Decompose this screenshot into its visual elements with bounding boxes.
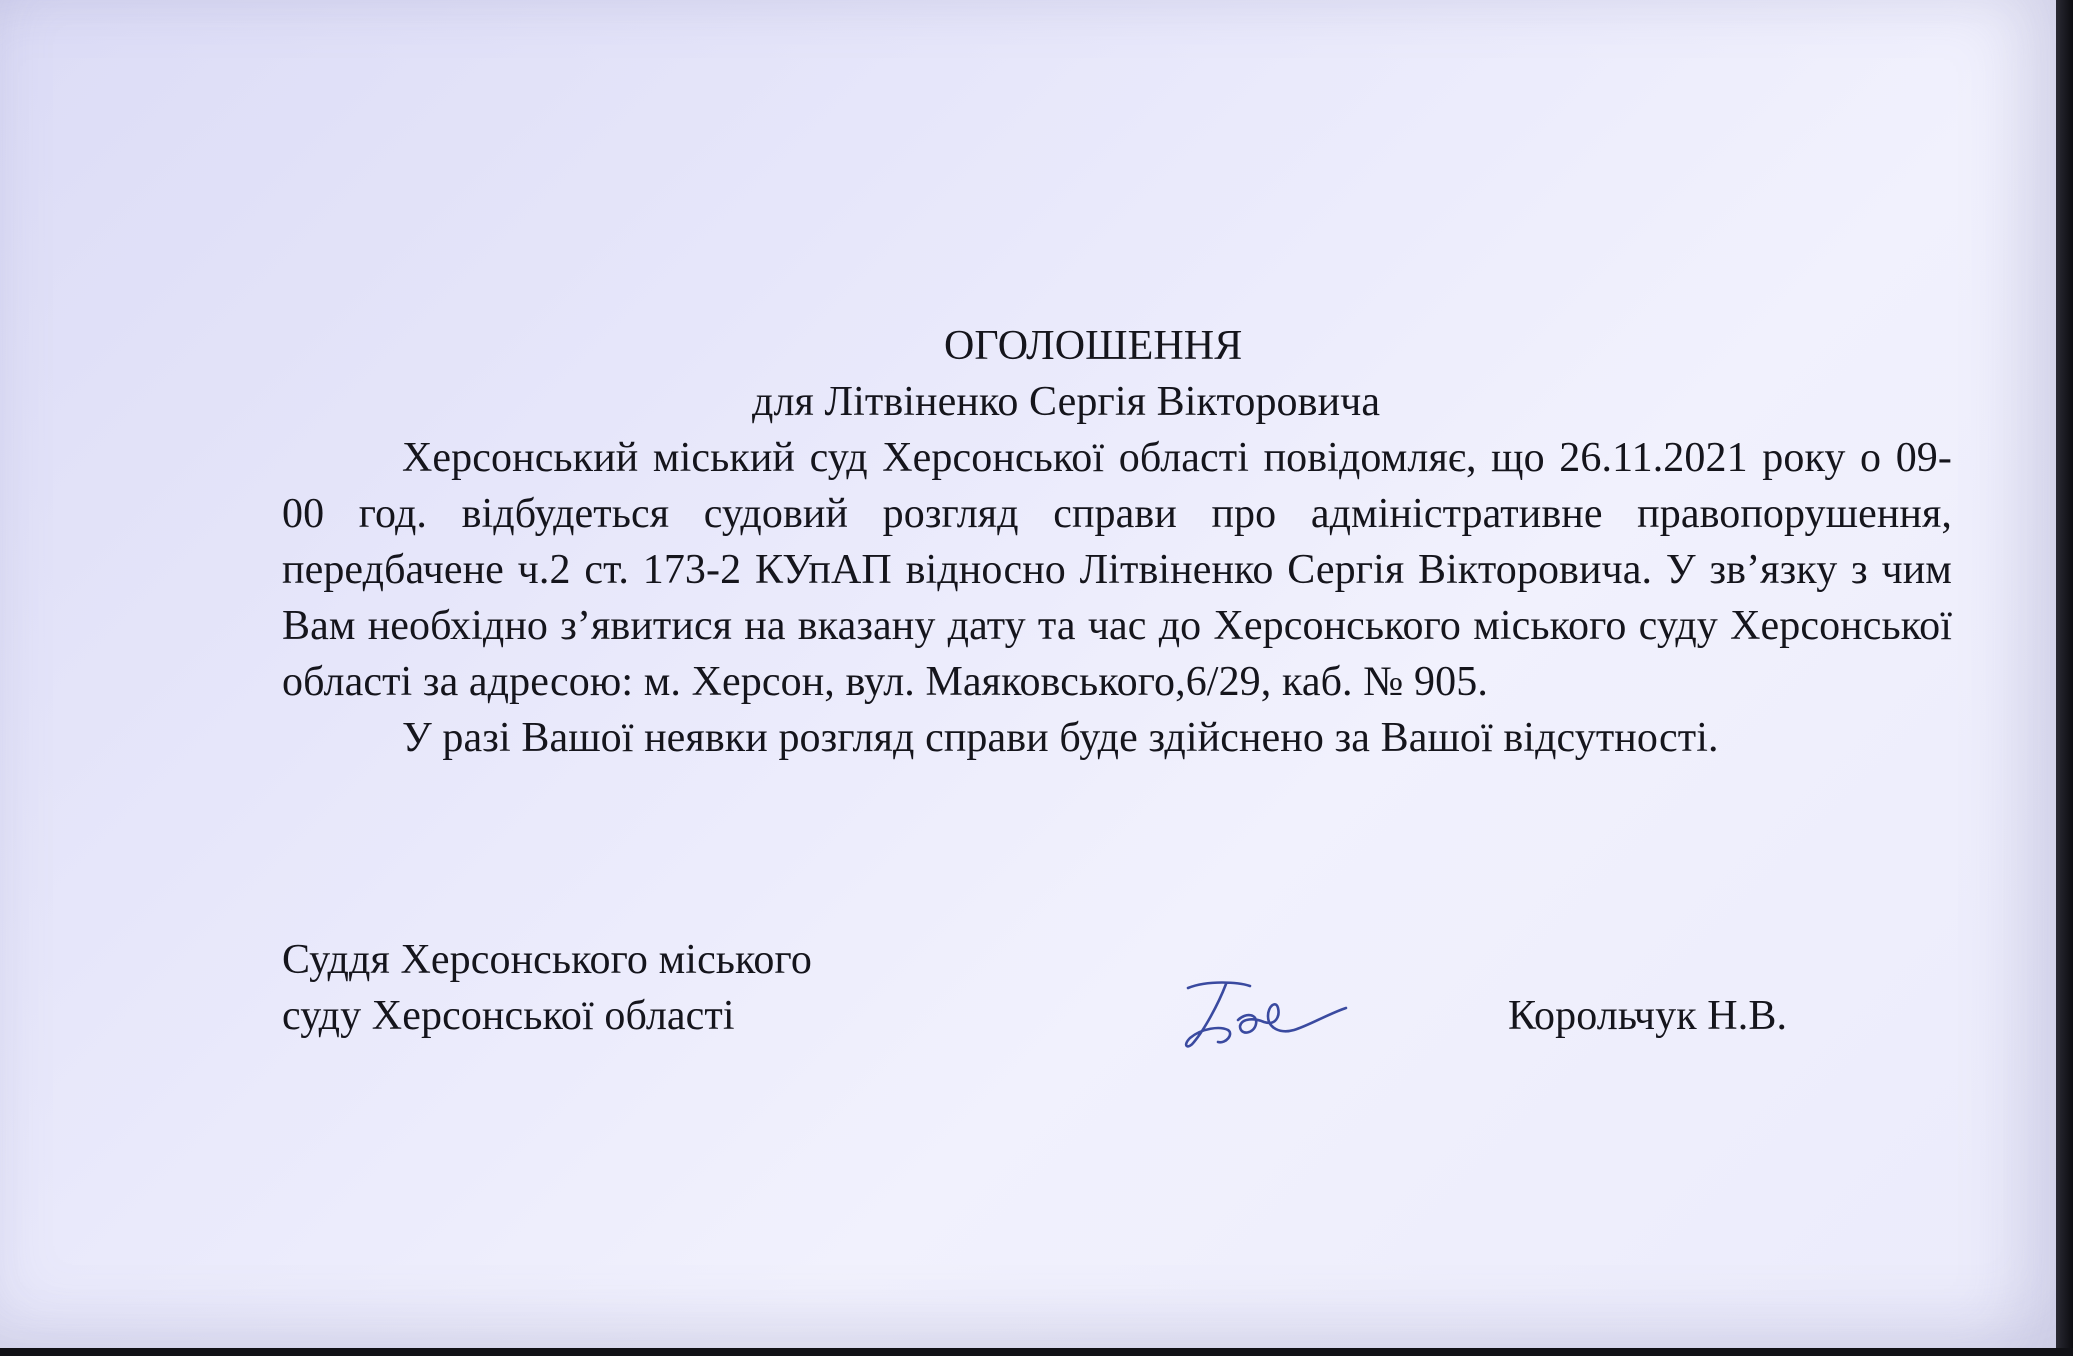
signatory-position-line: суду Херсонської області [282, 993, 735, 1039]
body-paragraph: Херсонський міський суд Херсонської області повідомляє, що 26.11.2021 року о 09-00 год. відбудеться судовий розгляд справи про адміністративне правопорушення, передбачене ч.2 ст. 173-2 КУпАП відносно Літвіненко Сергія Вікторовича. У зв’язку з чим Вам необхідно з’явитися на вказану дату та час до Херсонського міського суду Херсонської області за адресою: м. Херсон, вул. Маяковського,6/29, каб. № 905. [282, 435, 1952, 705]
background-edge [2056, 0, 2073, 1356]
document-subtitle: для Літвіненко Сергія Вікторовича [752, 379, 1381, 425]
handwritten-signature [1168, 960, 1368, 1060]
signatory-name: Корольчук Н.В. [1508, 993, 1788, 1039]
document-body [282, 430, 1952, 766]
document-title: ОГОЛОШЕННЯ [944, 323, 1243, 369]
body-paragraph: У разі Вашої неявки розгляд справи буде здійснено за Вашої відсутності. [402, 715, 1719, 761]
signatory-position [282, 932, 812, 1044]
signatory-position-line: Суддя Херсонського міського [282, 937, 812, 983]
background-edge [0, 1348, 2073, 1356]
